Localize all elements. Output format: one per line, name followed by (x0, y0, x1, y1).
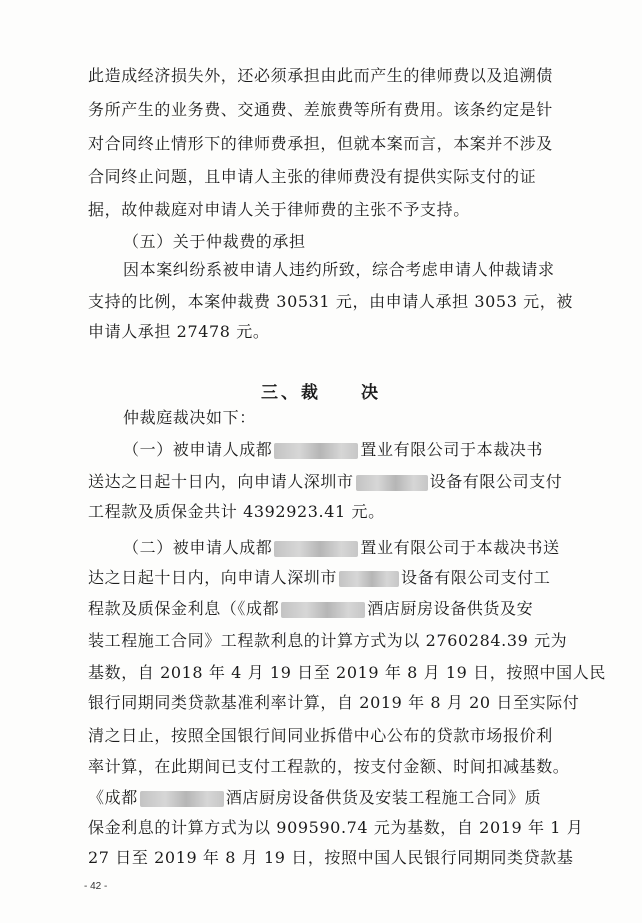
redaction-mark (274, 443, 358, 459)
ruling-item-1-line (88, 472, 588, 492)
ruling-item-2-line: 装工程施工合同》工程款利息的计算方式为以 2760284.39 元为 (88, 631, 568, 650)
ruling-item-2-line: 27 日至 2019 年 8 月 19 日，按照中国人民银行同期同类贷款基 (88, 848, 574, 867)
text-fragment: 设备有限公司支付工 (401, 568, 551, 587)
paragraph-line: 据，故仲裁庭对申请人关于律师费的主张不予支持。 (88, 200, 470, 219)
text-fragment: 置业有限公司于本裁决书送 (360, 538, 560, 557)
page-number: - 42 - (84, 881, 108, 892)
text-fragment: 达之日起十日内，向申请人深圳市 (88, 568, 338, 587)
section-title: 三、裁 决 (261, 383, 381, 403)
ruling-item-2-line: 保金利息的计算方式为以 909590.74 元为基数，自 2019 年 1 月 (88, 818, 584, 837)
text-fragment: 置业有限公司于本裁决书 (360, 440, 544, 459)
ruling-intro: 仲裁庭裁决如下： (123, 408, 256, 427)
paragraph-line: 此造成经济损失外，还必须承担由此而产生的律师费以及追溯债 (88, 66, 553, 85)
text-fragment: （一）被申请人成都 (123, 440, 273, 459)
subsection-heading: （五）关于仲裁费的承担 (123, 232, 306, 251)
paragraph-line: 合同终止问题，且申请人主张的律师费没有提供实际支付的证 (88, 167, 537, 186)
ruling-item-2-line (123, 538, 588, 558)
ruling-item-2-line (88, 568, 588, 588)
ruling-item-1-line (123, 440, 588, 460)
redaction-mark (140, 791, 224, 807)
ruling-item-2-line (88, 599, 588, 619)
ruling-item-2-line: 基数，自 2018 年 4 月 19 日至 2019 年 8 月 19 日，按照中国人民 (88, 663, 606, 682)
text-fragment: 酒店厨房设备供货及安装工程施工合同》质 (225, 788, 542, 807)
redaction-mark (274, 541, 358, 557)
redaction-mark (281, 602, 365, 618)
text-fragment: （二）被申请人成都 (123, 538, 273, 557)
paragraph-line: 申请人承担 27478 元。 (88, 322, 270, 341)
ruling-item-2-line (88, 788, 588, 808)
paragraph-line: 务所产生的业务费、交通费、差旅费等所有费用。该条约定是针 (88, 100, 553, 119)
ruling-item-2-line: 清之日止，按照全国银行间同业拆借中心公布的贷款市场报价利 (88, 726, 553, 745)
paragraph-line: 因本案纠纷系被申请人违约所致，综合考虑申请人仲裁请求 (123, 260, 555, 279)
text-fragment: 程款及质保金利息（《成都 (88, 599, 280, 618)
redaction-mark (339, 571, 399, 587)
text-fragment: 送达之日起十日内，向申请人深圳市 (88, 472, 354, 491)
text-fragment: 《成都 (88, 788, 138, 807)
text-fragment: 设备有限公司支付 (429, 472, 563, 491)
ruling-item-2-line: 率计算，在此期间已支付工程款的，按支付金额、时间扣减基数。 (88, 757, 570, 776)
paragraph-line: 对合同终止情形下的律师费承担，但就本案而言，本案并不涉及 (88, 134, 553, 153)
text-fragment: 酒店厨房设备供货及安 (367, 599, 534, 618)
ruling-item-2-line: 银行同期同类贷款基准利率计算，自 2019 年 8 月 20 日至实际付 (88, 693, 580, 712)
ruling-item-1-line: 工程款及质保金共计 4392923.41 元。 (88, 502, 385, 521)
paragraph-line: 支持的比例，本案仲裁费 30531 元，由申请人承担 3053 元，被 (88, 292, 573, 311)
redaction-mark (356, 475, 428, 491)
